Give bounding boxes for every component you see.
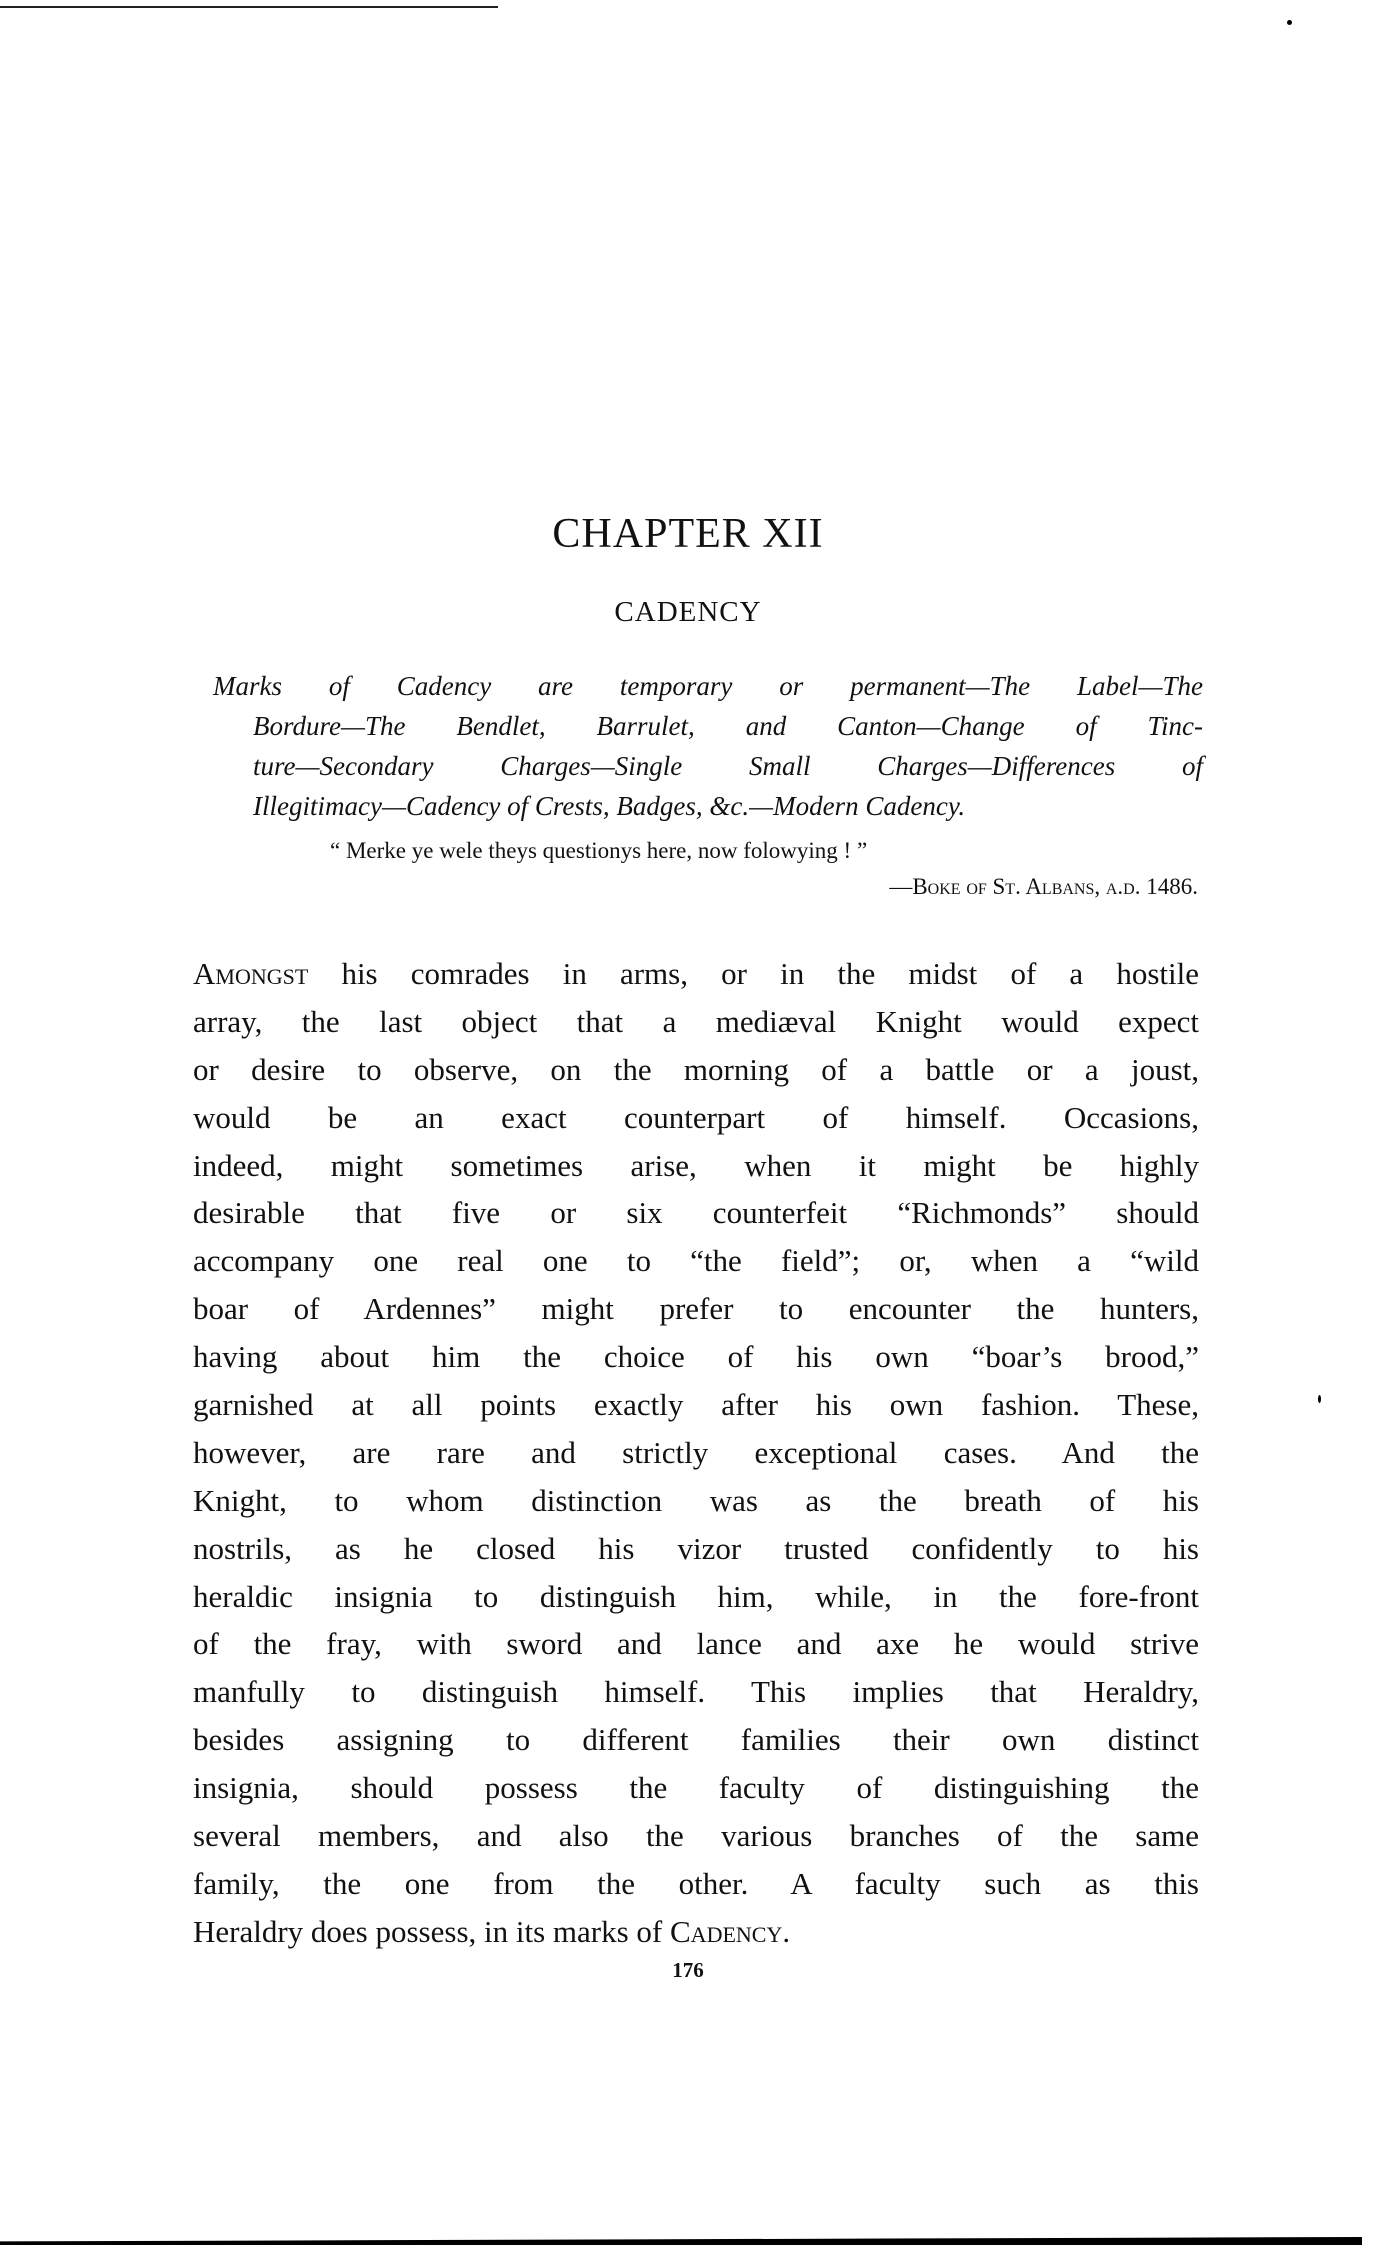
- epigraph-attribution: —Boke of St. Albans, a.d. 1486.: [889, 874, 1198, 899]
- page-number: 176: [672, 1958, 704, 1982]
- scan-speck: [1318, 1395, 1321, 1403]
- chapter-title: CHAPTER XII: [552, 511, 824, 557]
- chapter-summary: [213, 666, 1203, 826]
- body-line: besides assigning to different families their own distinct: [193, 1722, 1199, 1758]
- body-line: Knight, to whom distinction was as the breath of his: [193, 1482, 1199, 1518]
- bottom-rule: [0, 2237, 1362, 2245]
- body-line: garnished at all points exactly after his own fashion. These,: [193, 1387, 1199, 1423]
- top-rule: [0, 6, 498, 8]
- body-line: manfully to distinguish himself. This implies that Heraldry,: [193, 1674, 1199, 1710]
- summary-line: Bordure—The Bendlet, Barrulet, and Canton—Change of Tinc-: [253, 711, 1203, 741]
- summary-line: Marks of Cadency are temporary or permanent—The Label—The: [213, 671, 1203, 701]
- body-line: insignia, should possess the faculty of distinguishing the: [193, 1770, 1199, 1806]
- body-line: [193, 1908, 1199, 1956]
- cadency-term: Cadency.: [670, 1913, 791, 1949]
- body-line: array, the last object that a mediæval Knight would expect: [193, 1003, 1199, 1039]
- body-line: [193, 950, 1199, 998]
- body-line-text: his comrades in arms, or in the midst of a hostile: [308, 956, 1199, 991]
- chapter-subtitle: CADENCY: [614, 596, 762, 628]
- body-line: of the fray, with sword and lance and axe he would strive: [193, 1626, 1199, 1662]
- body-line: accompany one real one to “the field”; or, when a “wild: [193, 1243, 1199, 1279]
- summary-line: Illegitimacy—Cadency of Crests, Badges, &c.—Modern Cadency.: [253, 791, 966, 821]
- body-line: heraldic insignia to distinguish him, while, in the fore-front: [193, 1578, 1199, 1614]
- body-line: having about him the choice of his own “boar’s brood,”: [193, 1339, 1199, 1375]
- body-line: several members, and also the various branches of the same: [193, 1818, 1199, 1854]
- body-line: however, are rare and strictly exceptional cases. And the: [193, 1434, 1199, 1470]
- body-line: boar of Ardennes” might prefer to encounter the hunters,: [193, 1291, 1199, 1327]
- body-line: family, the one from the other. A faculty such as this: [193, 1865, 1199, 1901]
- epigraph-quote: “ Merke ye wele theys questionys here, now folowying ! ”: [330, 838, 868, 863]
- body-line: desirable that five or six counterfeit “Richmonds” should: [193, 1195, 1199, 1231]
- drop-word: Amongst: [193, 956, 309, 991]
- body-line: or desire to observe, on the morning of a battle or a joust,: [193, 1051, 1199, 1087]
- body-line-text: Heraldry does possess, in its marks of: [193, 1913, 670, 1949]
- scan-speck: [1287, 20, 1292, 25]
- body-line: would be an exact counterpart of himself. Occasions,: [193, 1099, 1199, 1135]
- body-line: nostrils, as he closed his vizor trusted confidently to his: [193, 1530, 1199, 1566]
- body-text: [193, 950, 1199, 1956]
- summary-line: ture—Secondary Charges—Single Small Charges—Differences of: [253, 751, 1203, 781]
- body-line: indeed, might sometimes arise, when it might be highly: [193, 1147, 1199, 1183]
